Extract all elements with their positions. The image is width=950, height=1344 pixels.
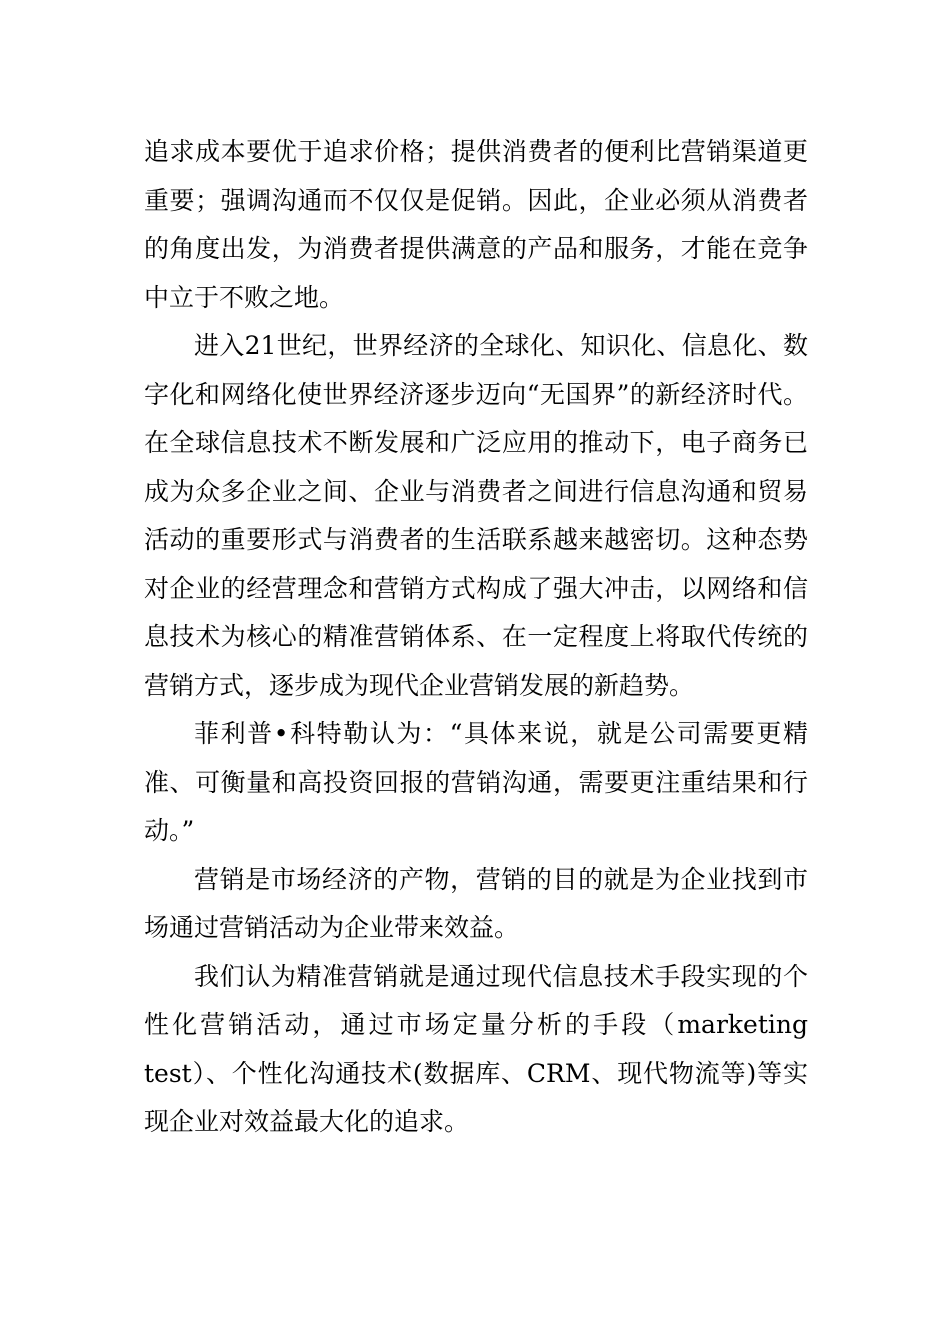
paragraph-21st-century: 进入21世纪，世界经济的全球化、知识化、信息化、数字化和网络化使世界经济逐步迈向“无国界”的新经济时代。在全球信息技术不断发展和广泛应用的推动下，电子商务已成为众多企业之间、企业与消费者之间进行信息沟通和贸易活动的重要形式与消费者的生活联系越来越密切。这种态势对企业的经营理念和营销方式构成了强大冲击，以网络和信息技术为核心的精准营销体系、在一定程度上将取代传统的营销方式，逐步成为现代企业营销发展的新趋势。: [144, 331, 808, 700]
paragraph-precision-marketing: 我们认为精准营销就是通过现代信息技术手段实现的个性化营销活动，通过市场定量分析的手段（marketing test）、个性化沟通技术(数据库、CRM、现代物流等)等实现企业对效益最大化的追求。: [144, 961, 808, 1136]
paragraph-marketing-purpose: 营销是市场经济的产物，营销的目的就是为企业找到市场通过营销活动为企业带来效益。: [144, 864, 808, 942]
paragraph-kotler-quote: 菲利普•科特勒认为：“具体来说，就是公司需要更精准、可衡量和高投资回报的营销沟通，需要更注重结果和行动。”: [144, 719, 808, 845]
paragraph-continued: 追求成本要优于追求价格；提供消费者的便利比营销渠道更重要；强调沟通而不仅仅是促销。因此，企业必须从消费者的角度出发，为消费者提供满意的产品和服务，才能在竞争中立于不败之地。: [144, 137, 808, 312]
body-text: [144, 128, 808, 1147]
